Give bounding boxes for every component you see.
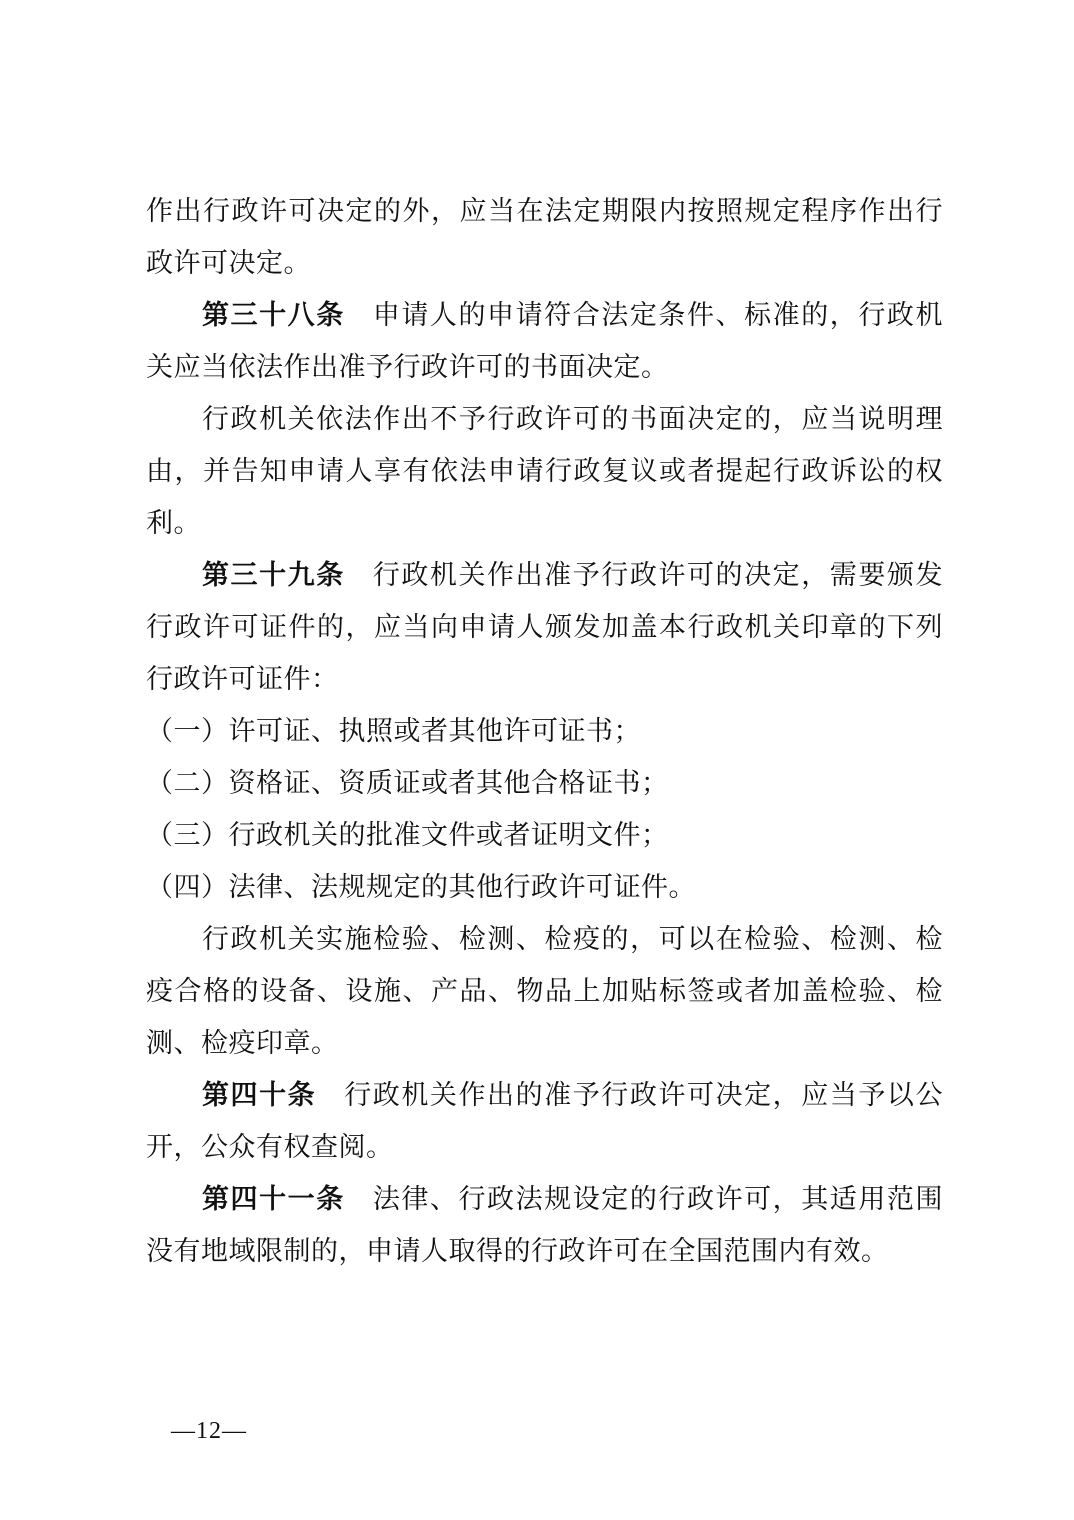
page-number: —12— [171, 1418, 247, 1444]
paragraph-text: 行政机关作出准予行政许可的决定，需要颁发行政许可证件的，应当向申请人颁发加盖本行政机关印章的下列行政许可证件： [146, 560, 943, 695]
article-38-paragraph-2 [146, 394, 943, 550]
paragraph-text: 法律、行政法规设定的行政许可，其适用范围没有地域限制的，申请人取得的行政许可在全国范围内有效。 [146, 1184, 943, 1267]
article-39-paragraph-2 [146, 914, 943, 1070]
list-item-text: （二）资格证、资质证或者其他合格证书； [146, 768, 669, 799]
paragraph-text: 行政机关作出的准予行政许可决定，应当予以公开，公众有权查阅。 [146, 1080, 943, 1163]
article-label: 第三十九条 [202, 560, 345, 591]
article-40 [146, 1070, 943, 1174]
article-41 [146, 1174, 943, 1278]
list-item-text: （三）行政机关的批准文件或者证明文件； [146, 820, 669, 851]
list-item-4 [146, 862, 943, 914]
paragraph-text: 行政机关实施检验、检测、检疫的，可以在检验、检测、检疫合格的设备、设施、产品、物品上加贴标签或者加盖检验、检测、检疫印章。 [146, 924, 943, 1059]
article-38 [146, 290, 943, 394]
list-item-text: （四）法律、法规规定的其他行政许可证件。 [146, 872, 696, 903]
list-item-3 [146, 810, 943, 862]
article-39 [146, 550, 943, 706]
paragraph-continuation [146, 186, 943, 290]
article-label: 第四十条 [202, 1080, 317, 1111]
article-label: 第四十一条 [202, 1184, 345, 1215]
article-label: 第三十八条 [202, 300, 345, 331]
list-item-2 [146, 758, 943, 810]
paragraph-text: 作出行政许可决定的外，应当在法定期限内按照规定程序作出行政许可决定。 [146, 196, 943, 279]
paragraph-text: 申请人的申请符合法定条件、标准的，行政机关应当依法作出准予行政许可的书面决定。 [146, 300, 943, 383]
list-item-1 [146, 706, 943, 758]
list-item-text: （一）许可证、执照或者其他许可证书； [146, 716, 641, 747]
paragraph-text: 行政机关依法作出不予行政许可的书面决定的，应当说明理由，并告知申请人享有依法申请行政复议或者提起行政诉讼的权利。 [146, 404, 943, 539]
body-text [146, 186, 943, 1278]
